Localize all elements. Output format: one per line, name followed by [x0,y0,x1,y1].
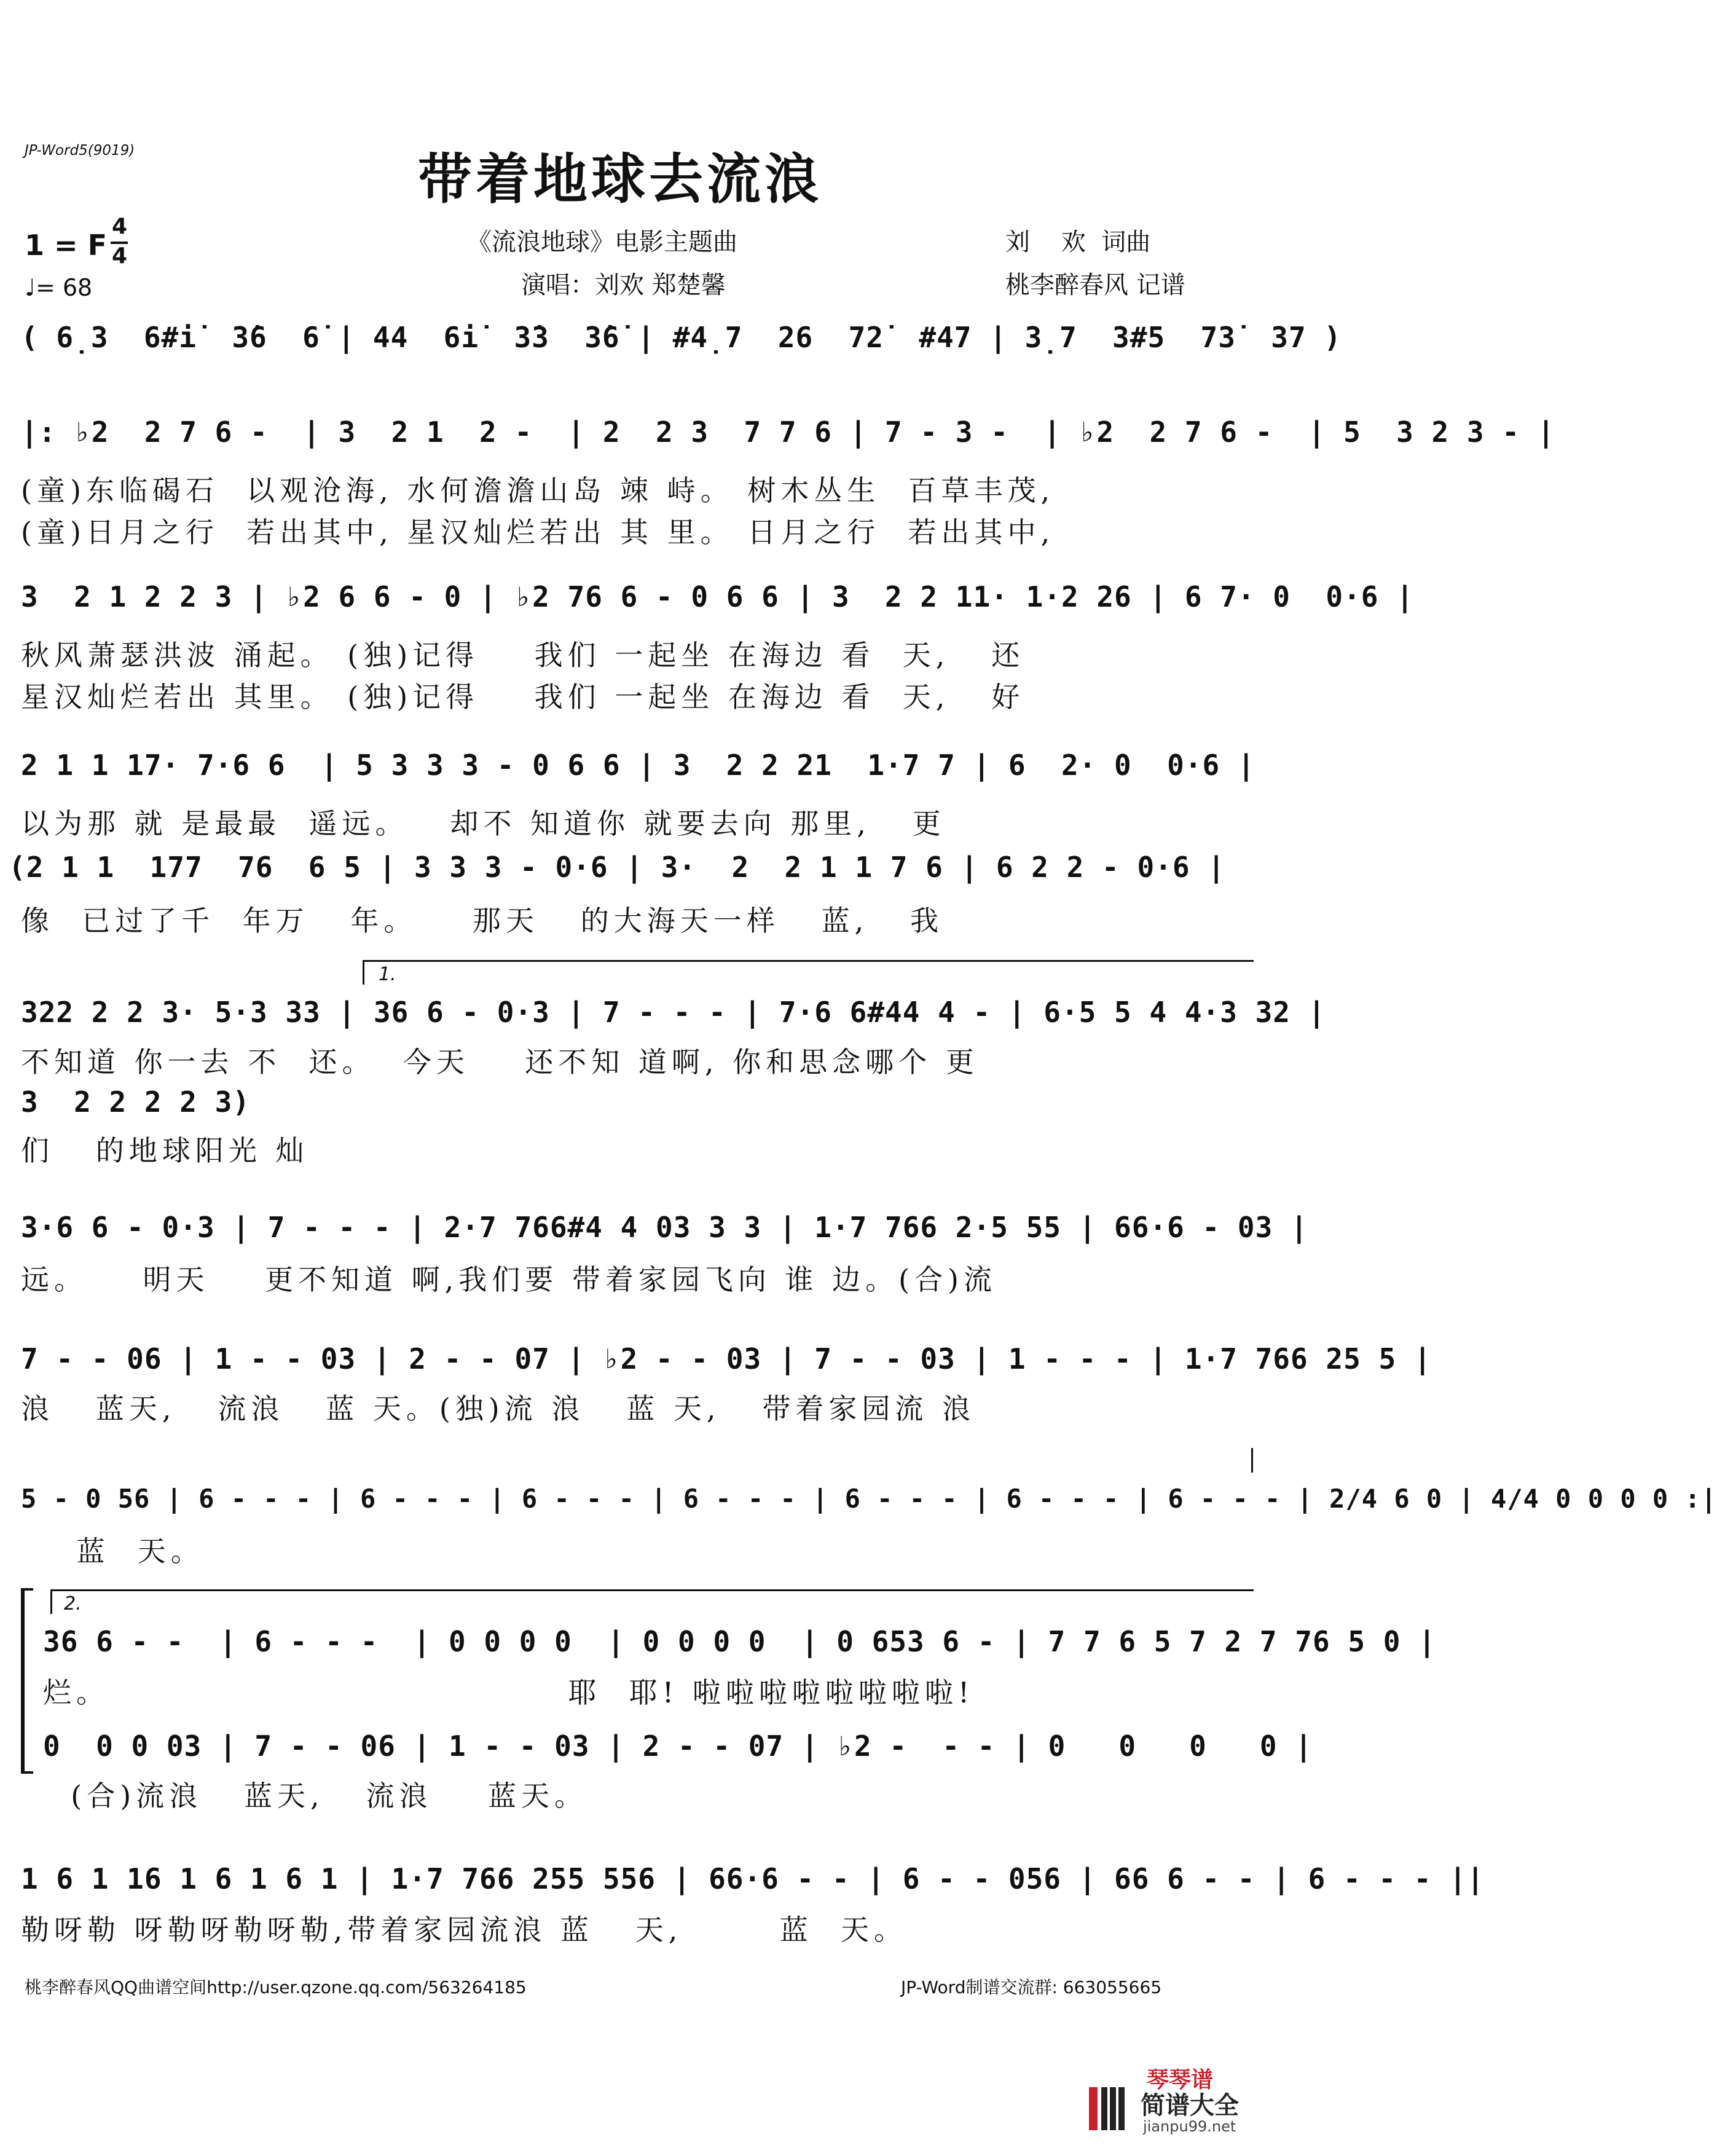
system-10-lyric: 勒呀勒 呀勒呀勒呀勒,带着家园流浪 蓝 天, 蓝 天。 [21,1913,907,1946]
system-5-notes: 3·6 6 - 0·3 | 7 - - - | 2·7 766#4 4 03 3 3 | 1·7 766 2·5 55 | 66·6 - 03 | [21,1211,1308,1244]
watermark-sub: jianpu99.net [1143,2118,1236,2135]
watermark-main: 简谱大全 [1141,2091,1239,2120]
page-title: 带着地球去流浪 [418,147,823,211]
system-1-lyric-2: (童)日月之行 若出其中, 星汉灿烂若出 其 里。 日月之行 若出其中, [21,516,1055,549]
time-signature-bottom: 4 [112,243,128,269]
key-signature: 1 = F [25,229,108,262]
system-9-notes: 0 0 0 03 | 7 - - 06 | 1 - - 03 | 2 - - 07 | ♭2 - - - | 0 0 0 0 | [43,1729,1313,1763]
system-4-notes: 322 2 2 3· 5·3 33 | 36 6 - 0·3 | 7 - - - | 7·6 6#44 4 - | 6·5 5 4 4·3 32 | [21,996,1326,1029]
system-2-lyric-2: 星汉灿烂若出 其里。 (独)记得 我们 一起坐 在海边 看 天, 好 [21,680,1025,714]
quarter-note-icon: ♩ [25,274,36,301]
system-3-lyric-1: 以为那 就 是最最 遥远。 却不 知道你 就要去向 那里, 更 [21,807,946,840]
volta-1: 1. [379,964,396,985]
system-7-notes: 5 - 0 56 | 6 - - - | 6 - - - | 6 - - - | 6 - - - | 6 - - - | 6 - - - | 6 - - - | 2/4 6 0 | 4/4 0 0 0 0 :| [21,1484,1717,1514]
system-2-lyric-1: 秋风萧瑟洪波 涌起。 (独)记得 我们 一起坐 在海边 看 天, 还 [21,639,1025,672]
footer-left: 桃李醉春风QQ曲谱空间http://user.qzone.qq.com/563264185 [25,1977,527,1997]
system-10-notes: 1 6 1 16 1 6 1 6 1 | 1·7 766 255 556 | 66·6 - - | 6 - - 056 | 66 6 - - | 6 - - - || [21,1862,1485,1895]
transcriber: 桃李醉春风 记谱 [1005,271,1185,299]
system-4-lyric-1: 不知道 你一去 不 还。 今天 还不知 道啊, 你和思念哪个 更 [21,1045,979,1079]
system-4-notes-alt: 3 2 2 2 2 3) [21,1085,251,1119]
singers: 演唱：刘欢 郑楚馨 [521,271,726,299]
time-signature-top: 4 [112,214,128,239]
system-8-notes: 36 6 - - | 6 - - - | 0 0 0 0 | 0 0 0 0 | 0 653 6 - | 7 7 6 5 7 2 7 76 5 0 | [43,1625,1436,1658]
watermark-logo [1088,2067,1266,2145]
system-3-lyric-2: 像 已过了千 年万 年。 那天 的大海天一样 蓝, 我 [21,904,944,937]
system-3-notes-alt: (2 1 1 177 76 6 5 | 3 3 3 - 0·6 | 3· 2 2 1 1 7 6 | 6 2 2 - 0·6 | [9,851,1225,884]
intro-notes: ( 6̣3 6#i̇ 3̇6 6̇ | 44 6i̇ 3̇3 3̇6̇ | #4̣7 26 72̇ #47 | 3̣7 3#5 73̇ 37 ) [21,321,1342,354]
system-3-notes: 2 1 1 17· 7·6 6 | 5 3 3 3 - 0 6 6 | 3 2 2 21 1·7 7 | 6 2· 0 0·6 | [21,749,1255,782]
footer-right: JP-Word制谱交流群: 663055665 [901,1977,1162,1997]
system-1-notes: |: ♭2 2 7 6 - | 3 2 1 2 - | 2 2 3 7 7 6 | 7 - 3 - | ♭2 2 7 6 - | 5 3 2 3 - | [21,415,1555,449]
watermark-piano-icon [1088,2083,1137,2139]
software-label: JP-Word5(9019) [25,143,135,159]
system-4-lyric-2: 们 的地球阳光 灿 [21,1134,309,1167]
system-9-lyric: (合)流浪 蓝天, 流浪 蓝天。 [43,1779,587,1812]
watermark-top: 琴琴谱 [1147,2067,1214,2093]
system-6-lyric: 浪 蓝天, 流浪 蓝 天。(独)流 浪 蓝 天, 带着家园流 浪 [21,1392,975,1425]
tempo: ♩= 68 [25,274,93,301]
volta-2: 2. [64,1593,82,1615]
system-1-lyric-1: (童)东临碣石 以观沧海, 水何澹澹山岛 竦 峙。 树木丛生 百草丰茂, [21,474,1055,507]
system-7-lyric: 蓝 天。 [21,1535,204,1568]
system-6-notes: 7 - - 06 | 1 - - 03 | 2 - - 07 | ♭2 - - 03 | 7 - - 03 | 1 - - - | 1·7 766 25 5 | [21,1342,1432,1375]
system-8-lyric: 烂。 耶 耶! 啦啦啦啦啦啦啦啦! [43,1676,975,1709]
system-2-notes: 3 2 1 2 2 3 | ♭2 6 6 - 0 | ♭2 76 6 - 0 6 6 | 3 2 2 11· 1·2 26 | 6 7· 0 0·6 | [21,580,1414,613]
system-5-lyric: 远。 明天 更不知道 啊,我们要 带着家园飞向 谁 边。(合)流 [21,1263,997,1296]
subtitle: 《流浪地球》电影主题曲 [467,228,737,256]
composer: 刘 欢 词曲 [1005,228,1151,256]
